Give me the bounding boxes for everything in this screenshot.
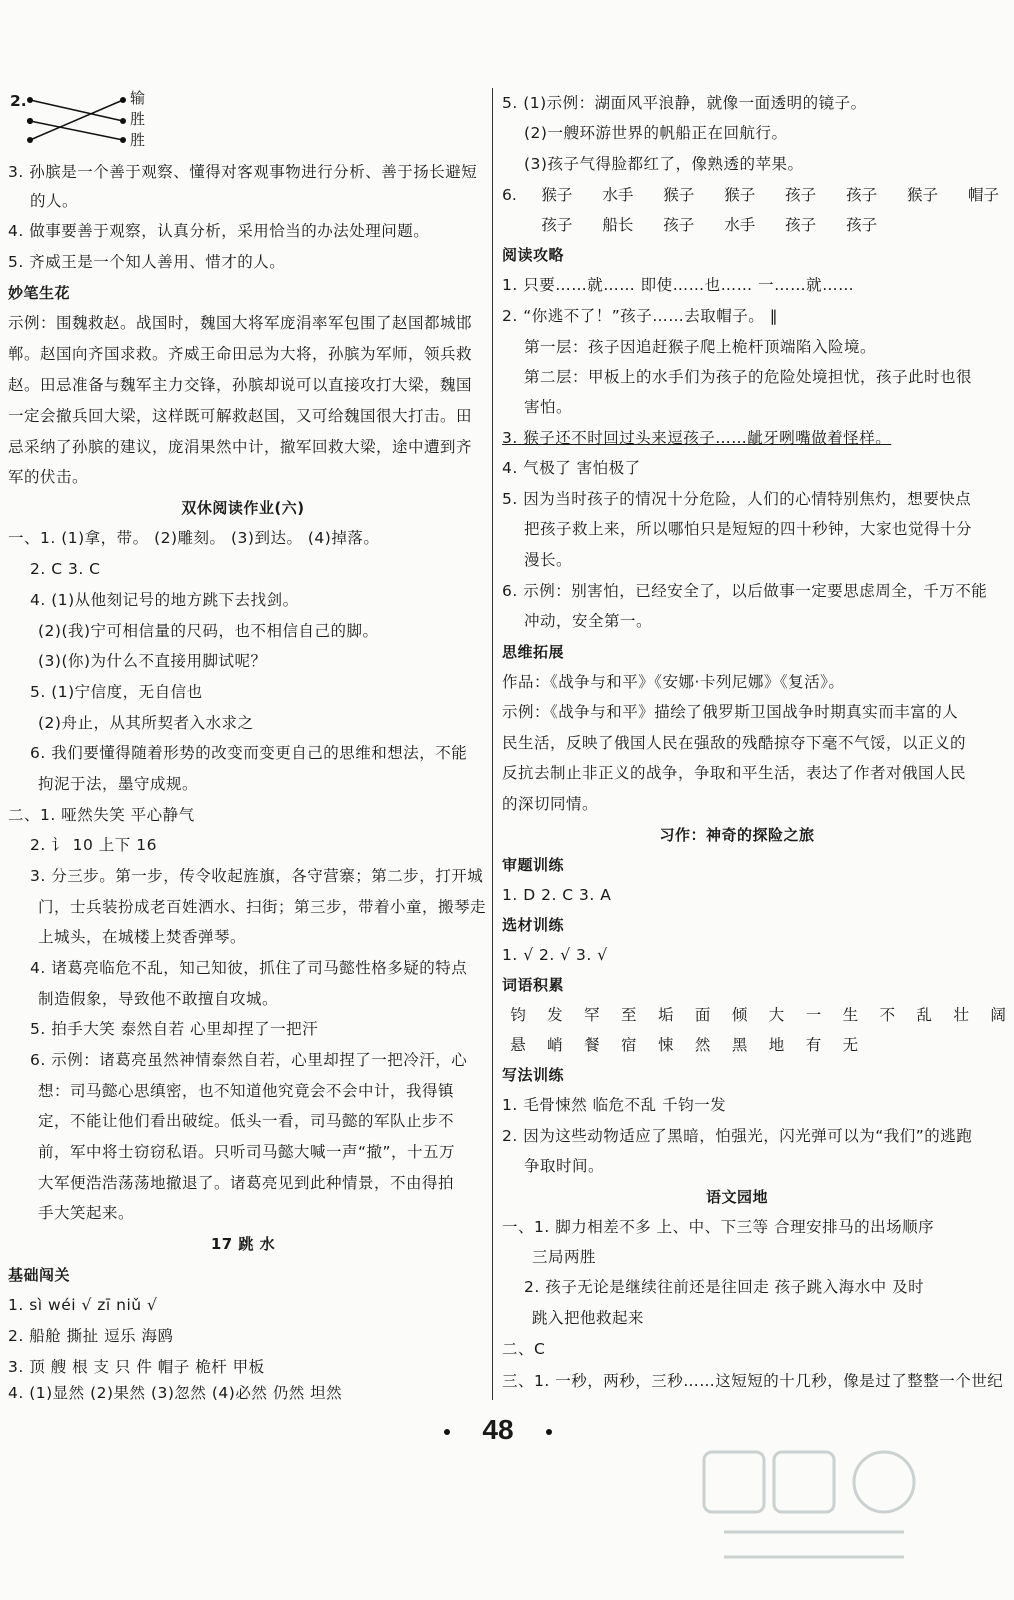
- watermark-logo: [684, 1432, 984, 1592]
- grid-char: 黑: [731, 1036, 748, 1054]
- answer-line: 跳入把他救起来: [532, 1309, 645, 1327]
- grid-cell: 猴子: [663, 186, 695, 204]
- answer-line: (2)一艘环游世界的帆船正在回航行。: [524, 124, 788, 142]
- grid-char: 悚: [657, 1036, 674, 1054]
- grid-cell: 孩子: [846, 186, 878, 204]
- answer-line: 大军便浩浩荡荡地撤退了。诸葛亮见到此种情景，不由得拍: [38, 1174, 455, 1192]
- answer-line: 把孩子救上来，所以哪怕只是短短的四十秒钟，大家也觉得十分: [524, 520, 973, 538]
- grid-char: 峭: [547, 1036, 563, 1054]
- answer-line: 3. 分三步。第一步，传令收起旌旗，各守营寨；第二步，打开城: [30, 867, 484, 885]
- answer-line: 4. 诸葛亮临危不乱，知己知彼，抓住了司马懿性格多疑的特点: [30, 959, 468, 977]
- answer-line: 6. 示例：诸葛亮虽然神情泰然自若，心里却捏了一把冷汗，心: [30, 1051, 468, 1069]
- answer-line: 2. C 3. C: [30, 560, 101, 578]
- grid-cell: 水手: [724, 216, 756, 234]
- answer-line: 1. 只要……就…… 即使……也…… 一……就……: [502, 276, 855, 294]
- answer-line: 民生活，反映了俄国人民在强敌的残酷掠夺下毫不气馁，以正义的: [502, 734, 967, 752]
- answer-line: 想：司马懿心思缜密，也不知道他究竟会不会中计，我得镇: [38, 1082, 455, 1100]
- grid-cell: 孩子: [846, 216, 878, 234]
- answer-line: 2. 船舱 撕扯 逗乐 海鸥: [8, 1327, 174, 1345]
- section-title: 习作：神奇的探险之旅: [659, 826, 815, 844]
- grid-char: 壮: [953, 1006, 969, 1024]
- answer-line: 第一层：孩子因追赶猴子爬上桅杆顶端陷入险境。: [524, 338, 877, 356]
- grid-char: 不: [879, 1006, 896, 1024]
- answer-line: 5. (1)示例：湖面风平浪静，就像一面透明的镜子。: [502, 94, 867, 112]
- bullet-dot: [546, 1429, 552, 1435]
- answer-line: 上城头，在城楼上焚香弹琴。: [38, 928, 247, 946]
- answer-line: 2. 讠 10 上下 16: [30, 836, 157, 854]
- section-heading: 选材训练: [502, 916, 565, 934]
- answer-line: 2. 孩子无论是继续往前还是往回走 孩子跳入海水中 及时: [524, 1278, 925, 1296]
- section-heading: 写法训练: [502, 1066, 565, 1084]
- answer-line: 冲动，安全第一。: [524, 612, 653, 630]
- answer-line: 作品：《战争与和平》《安娜·卡列尼娜》《复活》。: [502, 673, 845, 691]
- grid-cell: 猴子: [541, 186, 573, 204]
- answer-line: 3. 孙膑是一个善于观察、懂得对客观事物进行分析、善于扬长避短: [8, 163, 478, 181]
- answer-line: 6. 我们要懂得随着形势的改变而变更自己的思维和想法，不能: [30, 744, 468, 762]
- grid-cell: 帽子: [967, 186, 999, 204]
- answer-line: 三、1. 一秒，两秒，三秒……这短短的十几秒，像是过了整整一个世纪: [502, 1372, 1004, 1390]
- answer-line: 5. 因为当时孩子的情况十分危险，人们的心情特别焦灼，想要快点: [502, 490, 972, 508]
- grid-char: 一: [805, 1006, 822, 1024]
- section-heading: 审题训练: [502, 856, 565, 874]
- answer-line: 漫长。: [524, 551, 573, 569]
- answer-line: 忌采纳了孙膑的建议，庞涓果然中计，撤军回救大梁，途中遭到齐: [8, 438, 473, 456]
- grid-char: 罕: [584, 1006, 600, 1024]
- answer-line: 手大笑起来。: [38, 1204, 135, 1222]
- section-heading: 思维拓展: [502, 643, 565, 661]
- grid-cell: 猴子: [907, 186, 939, 204]
- answer-line: 4. 做事要善于观察，认真分析，采用恰当的办法处理问题。: [8, 222, 430, 240]
- match-num: 2.: [10, 92, 27, 110]
- answer-line: 1. D 2. C 3. A: [502, 886, 612, 904]
- answer-line: 拘泥于法，墨守成规。: [38, 775, 199, 793]
- grid-cell: 孩子: [541, 216, 573, 234]
- grid-char: 乱: [916, 1006, 933, 1024]
- answer-line: 害怕。: [524, 398, 573, 416]
- grid-label: 6.: [502, 186, 517, 204]
- bullet-dot: [444, 1429, 450, 1435]
- answer-line: 二、1. 哑然失笑 平心静气: [8, 806, 195, 824]
- grid-char: 钧: [510, 1006, 526, 1024]
- answer-line: 1. sì wéi √ zī niǔ √: [8, 1296, 158, 1314]
- answer-line: 定，不能让他们看出破绽。低头一看，司马懿的军队止步不: [38, 1112, 455, 1130]
- grid-cell: 孩子: [663, 216, 695, 234]
- word-grid-row: [502, 210, 972, 240]
- lesson-title: 17 跳 水: [210, 1235, 276, 1253]
- answer-line: 二、C: [502, 1340, 546, 1358]
- answer-line: 三局两胜: [532, 1248, 597, 1266]
- answer-line: 一、1. (1)拿，带。 (2)雕刻。 (3)到达。 (4)掉落。: [8, 529, 380, 547]
- word-grid-row: [502, 180, 999, 210]
- answer-line: 制造假象，导致他不敢擅自攻城。: [38, 990, 279, 1008]
- char-grid-row: [502, 1030, 972, 1060]
- answer-line: 第二层：甲板上的水手们为孩子的危险处境担忧，孩子此时也很: [524, 368, 973, 386]
- column-divider: [492, 88, 493, 1400]
- answer-line: 军的伏击。: [8, 468, 89, 486]
- grid-char: 餐: [584, 1036, 600, 1054]
- grid-char: 至: [621, 1006, 637, 1024]
- match-word-3: 胜: [130, 131, 146, 149]
- matching-diagram: [8, 88, 178, 158]
- section-heading: 阅读攻略: [502, 246, 565, 264]
- section-heading: 基础闯关: [8, 1266, 71, 1284]
- match-word-2: 胜: [130, 110, 146, 128]
- answer-line: 1. 毛骨悚然 临危不乱 千钧一发: [502, 1096, 727, 1114]
- answer-line: (2)舟止，从其所契者入水求之: [38, 714, 254, 732]
- answer-line: 4. (1)显然 (2)果然 (3)忽然 (4)必然 仍然 坦然: [8, 1384, 343, 1402]
- answer-line: 反抗去制止非正义的战争，争取和平生活，表达了作者对俄国人民: [502, 764, 967, 782]
- grid-char: 大: [768, 1006, 785, 1024]
- char-grid-row: [502, 1000, 1006, 1030]
- answer-line: 3. 猴子还不时回过头来逗孩子……龇牙咧嘴做着怪样。: [502, 429, 892, 447]
- grid-char: 然: [694, 1036, 711, 1054]
- section-title: 语文园地: [705, 1188, 768, 1206]
- grid-char: 地: [768, 1036, 785, 1054]
- grid-char: 生: [842, 1006, 859, 1024]
- answer-line: 一、1. 脚力相差不多 上、中、下三等 合理安排马的出场顺序: [502, 1218, 935, 1236]
- answer-line: 一定会撤兵回大梁，这样既可解救赵国，又可给魏国很大打击。田: [8, 407, 473, 425]
- answer-line: 的深切同情。: [502, 795, 599, 813]
- grid-char: 面: [694, 1006, 711, 1024]
- grid-cell: 孩子: [785, 216, 817, 234]
- grid-char: 垢: [657, 1006, 674, 1024]
- grid-char: 无: [842, 1036, 859, 1054]
- answer-line: (3)孩子气得脸都红了，像熟透的苹果。: [524, 155, 804, 173]
- section-heading: 妙笔生花: [8, 284, 71, 302]
- answer-line: 3. 顶 艘 根 支 只 件 帽子 桅杆 甲板: [8, 1358, 265, 1376]
- answer-line: 赵。田忌准备与魏军主力交锋，孙膑却说可以直接攻打大梁，魏国: [8, 376, 473, 394]
- answer-line: 示例：围魏救赵。战国时，魏国大将军庞涓率军包围了赵国都城邯: [8, 314, 473, 332]
- answer-line: 6. 示例：别害怕，已经安全了，以后做事一定要思虑周全，千万不能: [502, 582, 988, 600]
- matching-lines: [8, 88, 178, 158]
- answer-line: 郸。赵国向齐国求救。齐威王命田忌为大将，孙膑为军师，领兵救: [8, 345, 473, 363]
- grid-cell: 船长: [602, 216, 634, 234]
- grid-cell: 水手: [602, 186, 634, 204]
- answer-line: 争取时间。: [524, 1157, 605, 1175]
- answer-line: (3)(你)为什么不直接用脚试呢？: [38, 652, 267, 670]
- answer-line: (2)(我)宁可相信量的尺码，也不相信自己的脚。: [38, 622, 379, 640]
- answer-line: 的人。: [30, 192, 79, 210]
- answer-line: 4. 气极了 害怕极了: [502, 459, 641, 477]
- grid-char: 有: [805, 1036, 822, 1054]
- grid-cell: 猴子: [724, 186, 756, 204]
- grid-char: 倾: [731, 1006, 748, 1024]
- answer-line: 2. 因为这些动物适应了黑暗，怕强光，闪光弹可以为“我们”的逃跑: [502, 1127, 973, 1145]
- match-word-1: 输: [130, 89, 146, 107]
- answer-line: 1. √ 2. √ 3. √: [502, 946, 608, 964]
- answer-line: 门，士兵装扮成老百姓洒水、扫街；第三步，带着小童，搬琴走: [38, 898, 487, 916]
- answer-line: 2. “你逃不了！”孩子……去取帽子。 ‖: [502, 307, 778, 325]
- grid-char: 发: [547, 1006, 563, 1024]
- section-title: 双休阅读作业(六): [181, 499, 305, 517]
- answer-line: 4. (1)从他刻记号的地方跳下去找剑。: [30, 591, 299, 609]
- grid-cell: 孩子: [785, 186, 817, 204]
- grid-char: 宿: [621, 1036, 637, 1054]
- answer-line: 5. 齐威王是一个知人善用、惜才的人。: [8, 253, 286, 271]
- answer-line: 前，军中将士窃窃私语。只听司马懿大喊一声“撤”，十五万: [38, 1143, 456, 1161]
- section-heading: 词语积累: [502, 976, 565, 994]
- answer-line: 5. 拍手大笑 泰然自若 心里却捏了一把汗: [30, 1020, 319, 1038]
- answer-line: 5. (1)宁信度，无自信也: [30, 683, 203, 701]
- page-number-text: 48: [482, 1414, 514, 1445]
- grid-char: 悬: [510, 1036, 526, 1054]
- answer-line: 示例：《战争与和平》描绘了俄罗斯卫国战争时期真实而丰富的人: [502, 703, 959, 721]
- grid-char: 阔: [990, 1006, 1006, 1024]
